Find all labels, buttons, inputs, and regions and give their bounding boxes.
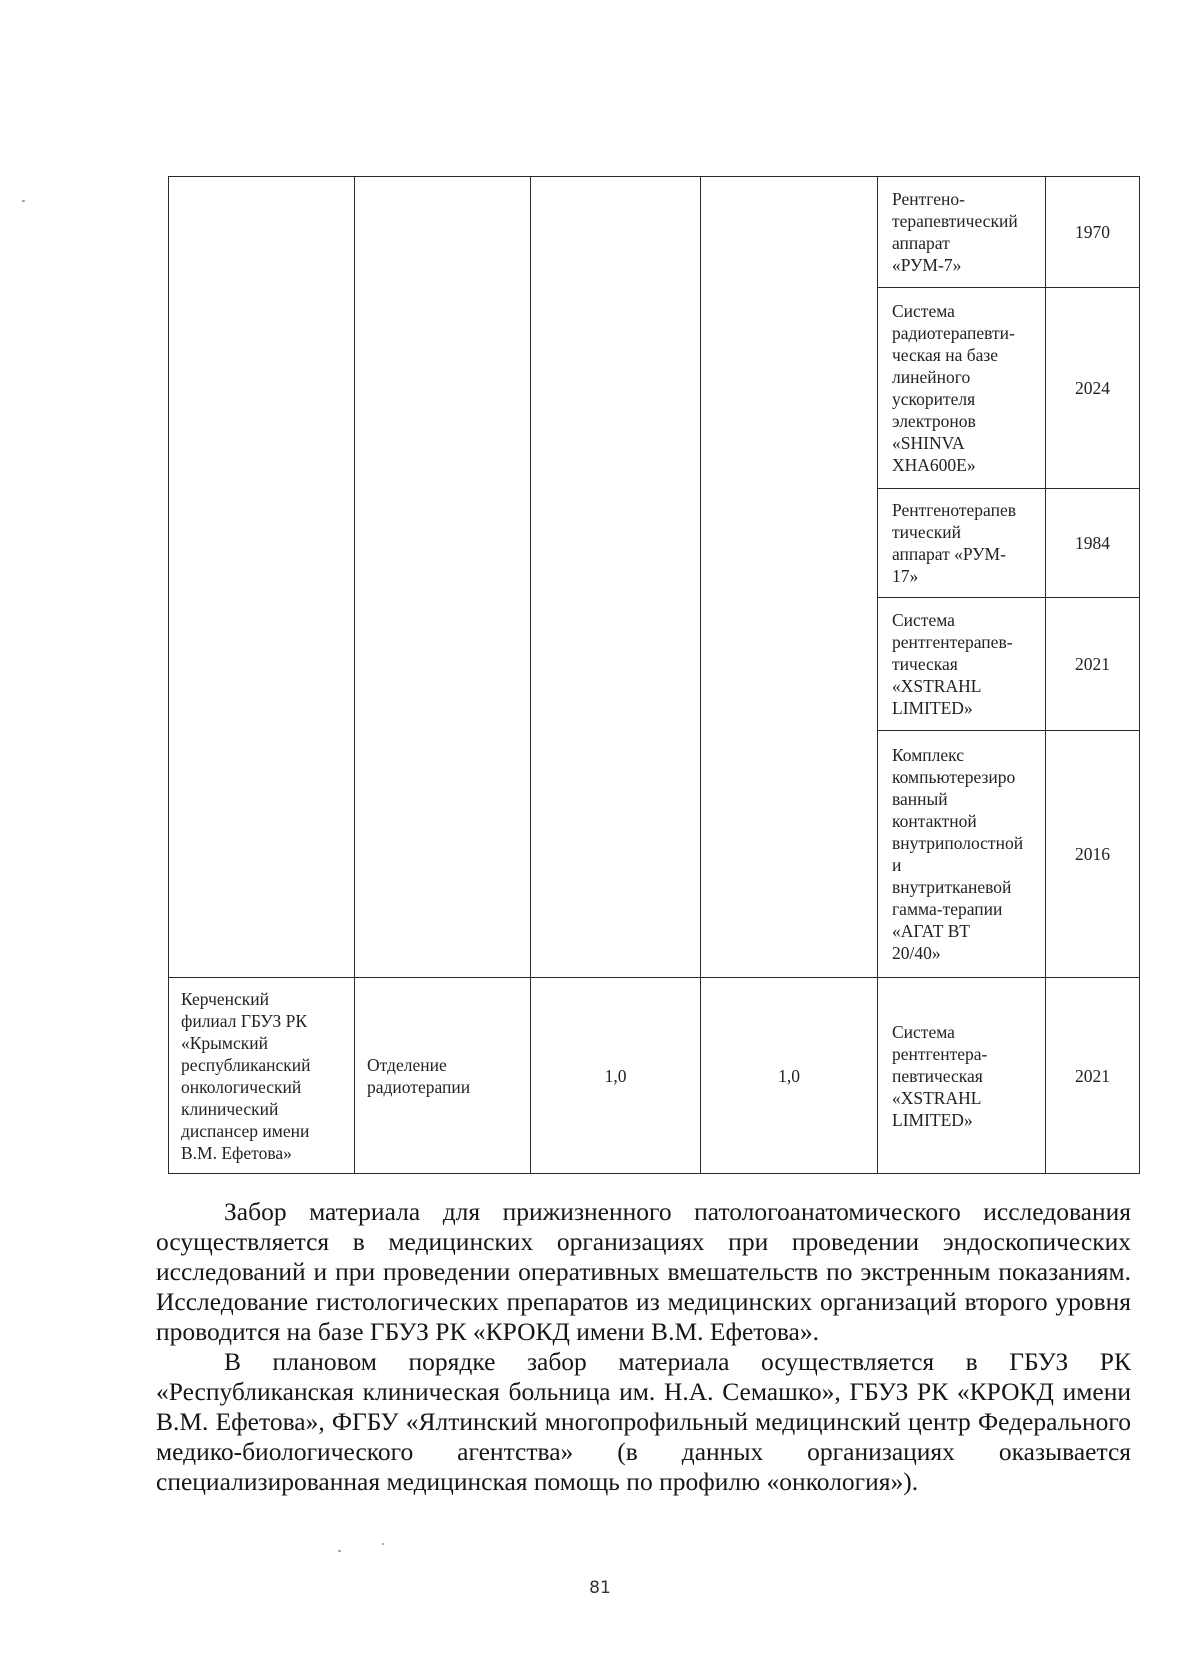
year-cell	[1046, 288, 1140, 489]
equipment-cell	[878, 177, 1046, 288]
scan-speck	[338, 1550, 341, 1552]
equipment-text: Комплекс компьютерезиро ванный контактной внутриполостной и внутритканевой гамма-терапии «АГАТ ВТ 20/40»	[892, 745, 1024, 963]
year-cell	[1046, 177, 1140, 288]
value-1-text: 1,0	[604, 1065, 627, 1086]
year-text: 2024	[1075, 378, 1110, 398]
year-cell	[1046, 978, 1140, 1174]
organization-text: Керченский филиал ГБУЗ РК «Крымский республиканский онкологический клинический диспансер имени В.М. Ефетова»	[181, 988, 311, 1163]
table-row-kerch	[169, 978, 1140, 1174]
equipment-text: Система радиотерапевти- ческая на базе линейного ускорителя электронов «SHINVA XHA600E»	[892, 301, 1015, 475]
year-cell	[1046, 598, 1140, 731]
scan-speck	[382, 1543, 384, 1545]
year-text: 2016	[1075, 844, 1110, 864]
year-text: 2021	[1075, 654, 1110, 674]
equipment-text: Рентгенотерапев тический аппарат «РУМ- 17»	[892, 500, 1016, 586]
equipment-cell	[878, 598, 1046, 731]
value-1-cell-empty	[531, 177, 701, 978]
organization-cell-empty	[169, 177, 355, 978]
equipment-cell	[878, 978, 1046, 1174]
equipment-table	[168, 176, 1140, 1174]
value-1-cell	[531, 978, 701, 1174]
equipment-cell	[878, 731, 1046, 978]
year-text: 2021	[1075, 1065, 1110, 1086]
equipment-text: Система рентгентерапев- тическая «XSTRAHL LIMITED»	[892, 610, 1013, 718]
department-cell-empty	[355, 177, 531, 978]
page-number: 81	[589, 1578, 611, 1598]
equipment-cell	[878, 288, 1046, 489]
equipment-cell	[878, 489, 1046, 598]
value-2-cell	[701, 978, 878, 1174]
year-text: 1970	[1075, 222, 1110, 242]
year-text: 1984	[1075, 533, 1110, 553]
table-row	[169, 177, 1140, 288]
year-cell	[1046, 731, 1140, 978]
value-2-text: 1,0	[778, 1065, 800, 1086]
paragraph-2: В плановом порядке забор материала осуществляется в ГБУЗ РК «Республиканская клиническая больница им. Н.А. Семашко», ГБУЗ РК «КРОКД имени В.М. Ефетова», ФГБУ «Ялтинский многопрофильный медицинский центр Федерального медико-биологического агентства» (в данных организациях оказывается специализированная медицинская помощь по профилю «онкология»).	[156, 1347, 1131, 1496]
equipment-text: Система рентгентера- певтическая «XSTRAHL LIMITED»	[892, 1021, 988, 1130]
department-text: Отделение радиотерапии	[367, 1054, 471, 1097]
value-2-cell-empty	[701, 177, 878, 978]
scan-speck	[22, 200, 25, 202]
equipment-text: Рентгено- терапевтический аппарат «РУМ-7»	[892, 189, 1018, 275]
body-text	[156, 1197, 1131, 1497]
paragraph-1: Забор материала для прижизненного патологоанатомического исследования осуществляется в медицинских организациях при проведении эндоскопических исследований и при проведении оперативных вмешательств по экстренным показаниям. Исследование гистологических препаратов из медицинских организаций второго уровня проводится на базе ГБУЗ РК «КРОКД имени В.М. Ефетова».	[156, 1197, 1131, 1346]
year-cell	[1046, 489, 1140, 598]
organization-cell	[169, 978, 355, 1174]
department-cell	[355, 978, 531, 1174]
